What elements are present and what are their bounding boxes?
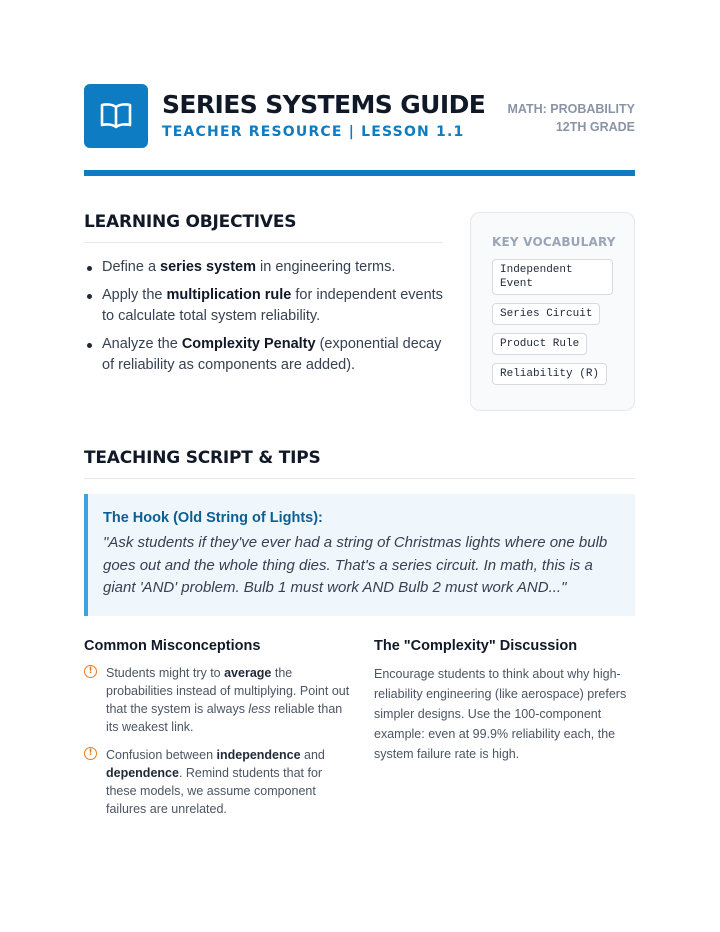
page-title: SERIES SYSTEMS GUIDE bbox=[162, 90, 486, 119]
discussion-text: Encourage students to think about why high-reliability engineering (like aerospace) prefers simpler designs. Use the 100-component example: even at 99.9% reliability each, the system failure rate is high. bbox=[374, 667, 627, 761]
key-vocabulary-card bbox=[470, 212, 635, 411]
grade-label: 12TH GRADE bbox=[555, 120, 635, 134]
learning-objectives-section bbox=[84, 212, 443, 383]
vocab-tag: Series Circuit bbox=[492, 303, 600, 325]
list-item: Analyze the Complexity Penalty (exponential decay of reliability as components are added). bbox=[84, 334, 443, 376]
vocabulary-heading: KEY VOCABULARY bbox=[492, 235, 616, 249]
hook-callout bbox=[84, 494, 635, 616]
vocab-tag: Independent Event bbox=[492, 259, 613, 295]
hook-title: The Hook (Old String of Lights): bbox=[103, 510, 323, 526]
page-subtitle: TEACHER RESOURCE | LESSON 1.1 bbox=[162, 124, 465, 140]
list-item: Apply the multiplication rule for independent events to calculate total system reliability. bbox=[84, 285, 443, 327]
script-heading: TEACHING SCRIPT & TIPS bbox=[84, 448, 321, 468]
bullet-icon bbox=[87, 343, 92, 348]
bullet-icon bbox=[87, 294, 92, 299]
subject-label: MATH: PROBABILITY bbox=[507, 102, 635, 116]
header-divider bbox=[84, 170, 635, 176]
misconceptions-heading: Common Misconceptions bbox=[84, 638, 261, 654]
document-header bbox=[84, 84, 635, 150]
misconceptions-column bbox=[84, 638, 354, 818]
vocab-tag: Product Rule bbox=[492, 333, 587, 355]
warning-circle-icon: ! bbox=[84, 747, 97, 760]
bullet-icon bbox=[87, 266, 92, 271]
teaching-script-section bbox=[84, 448, 635, 479]
course-meta bbox=[507, 100, 635, 136]
list-item: Define a series system in engineering terms. bbox=[84, 257, 443, 278]
vocab-tag: Reliability (R) bbox=[492, 363, 607, 385]
misconception-item: ! Confusion between independence and dependence. Remind students that for these models, we assume component failures are unrelated. bbox=[84, 746, 354, 818]
hook-quote: "Ask students if they've ever had a string of Christmas lights where one bulb goes out and the whole thing dies. That's a series circuit. In math, this is a giant 'AND' problem. Bulb 1 must work AND Bulb 2 must work AND..." bbox=[103, 534, 608, 596]
objectives-list bbox=[84, 257, 443, 376]
warning-circle-icon: ! bbox=[84, 665, 97, 678]
misconception-item: ! Students might try to average the probabilities instead of multiplying. Point out that the system is always less reliable than its weakest link. bbox=[84, 664, 354, 736]
open-book-icon bbox=[99, 101, 133, 131]
complexity-discussion-column bbox=[374, 638, 636, 764]
logo-badge bbox=[84, 84, 148, 148]
objectives-heading: LEARNING OBJECTIVES bbox=[84, 212, 297, 232]
section-divider bbox=[84, 242, 443, 243]
section-divider bbox=[84, 478, 635, 479]
discussion-heading: The "Complexity" Discussion bbox=[374, 638, 578, 654]
